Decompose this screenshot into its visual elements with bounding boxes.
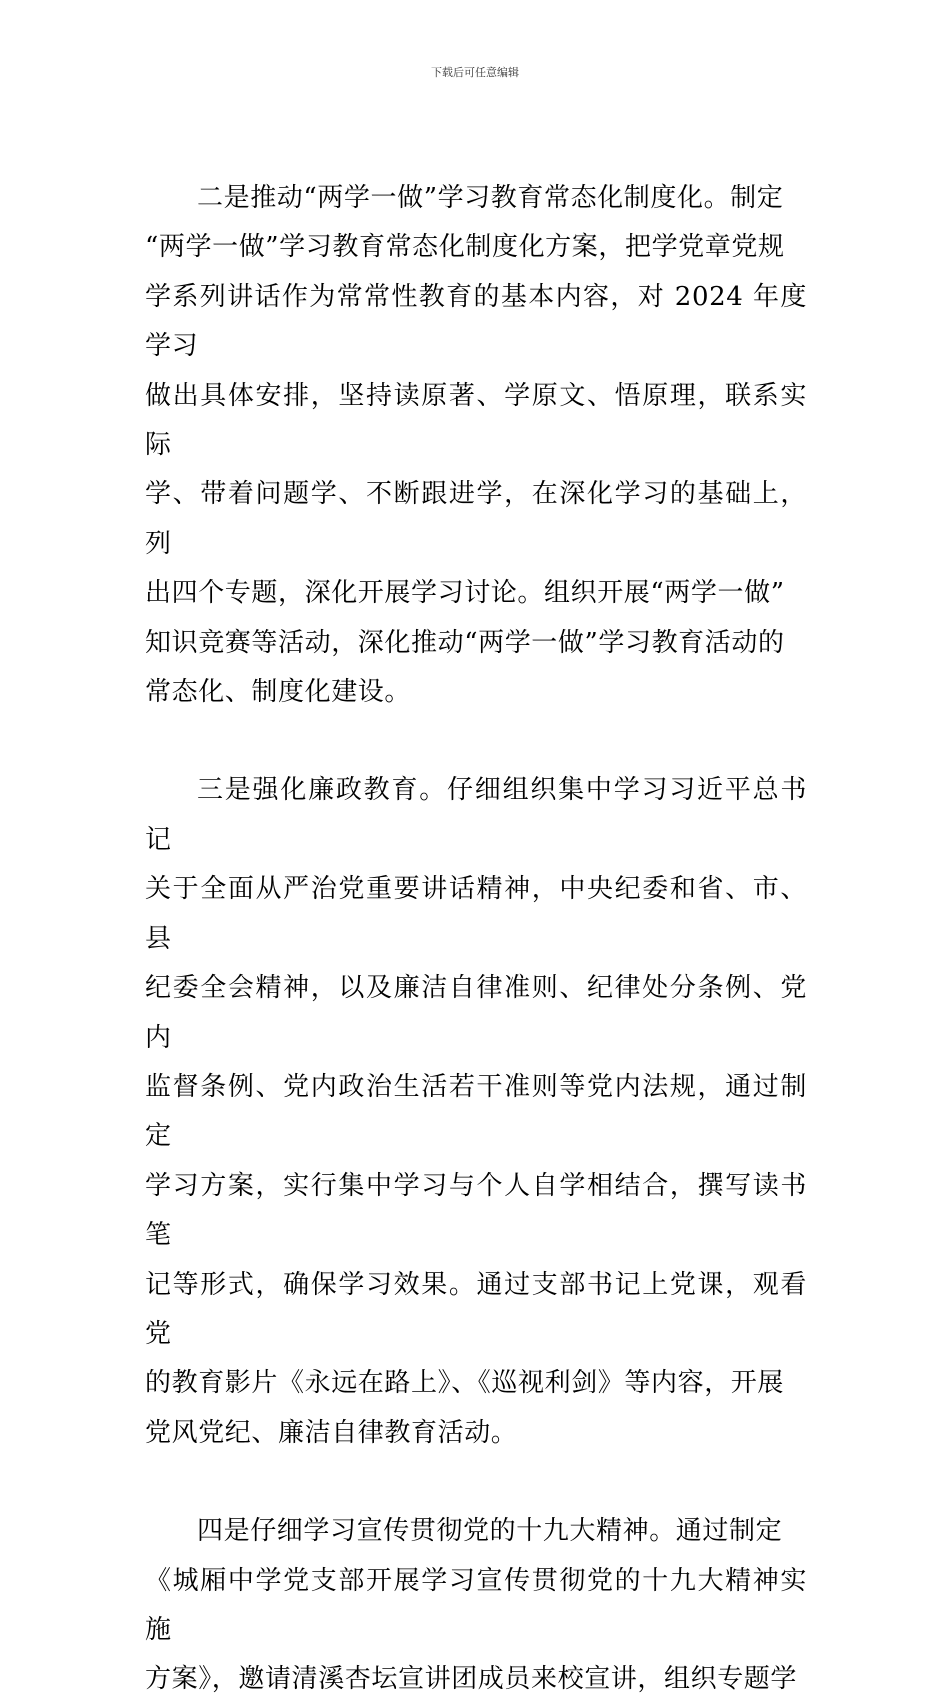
- paragraph-nineteenth-congress: 四是仔细学习宣传贯彻党的十九大精神。通过制定 《城厢中学党支部开展学习宣传贯彻党的十九大精神实施 方案》，邀请清溪杏坛宣讲团成员来校宣讲，组织专题学: [145, 1516, 807, 1695]
- page-header-watermark: 下载后可任意编辑: [431, 66, 519, 79]
- document-body: [145, 174, 807, 1705]
- paragraph-integrity-education: 三是强化廉政教育。仔细组织集中学习习近平总书记 关于全面从严治党重要讲话精神，中央纪委和省、市、县 纪委全会精神，以及廉洁自律准则、纪律处分条例、党内 监督条例、党内政治生活若干准则等党内法规，通过制定 学习方案，实行集中学习与个人自学相结合，撰写读书笔 记等形式，确保学习效果。通过支部书记上党课，观看党 的教育影片《永远在路上》、《巡视利剑》等内容，开展 党风党纪、廉洁自律教育活动。: [145, 775, 807, 1448]
- paragraph-study-education: 二是推动“两学一做”学习教育常态化制度化。制定 “两学一做”学习教育常态化制度化方案，把学党章党规 学系列讲话作为常常性教育的基本内容，对 2024 年度学习 做出具体安排，坚持读原著、学原文、悟原理，联系实际 学、带着问题学、不断跟进学，在深化学习的基础上，列 出四个专题，深化开展学习讨论。组织开展“两学一做” 知识竞赛等活动，深化推动“两学一做”学习教育活动的 常态化、制度化建设。: [145, 183, 807, 708]
